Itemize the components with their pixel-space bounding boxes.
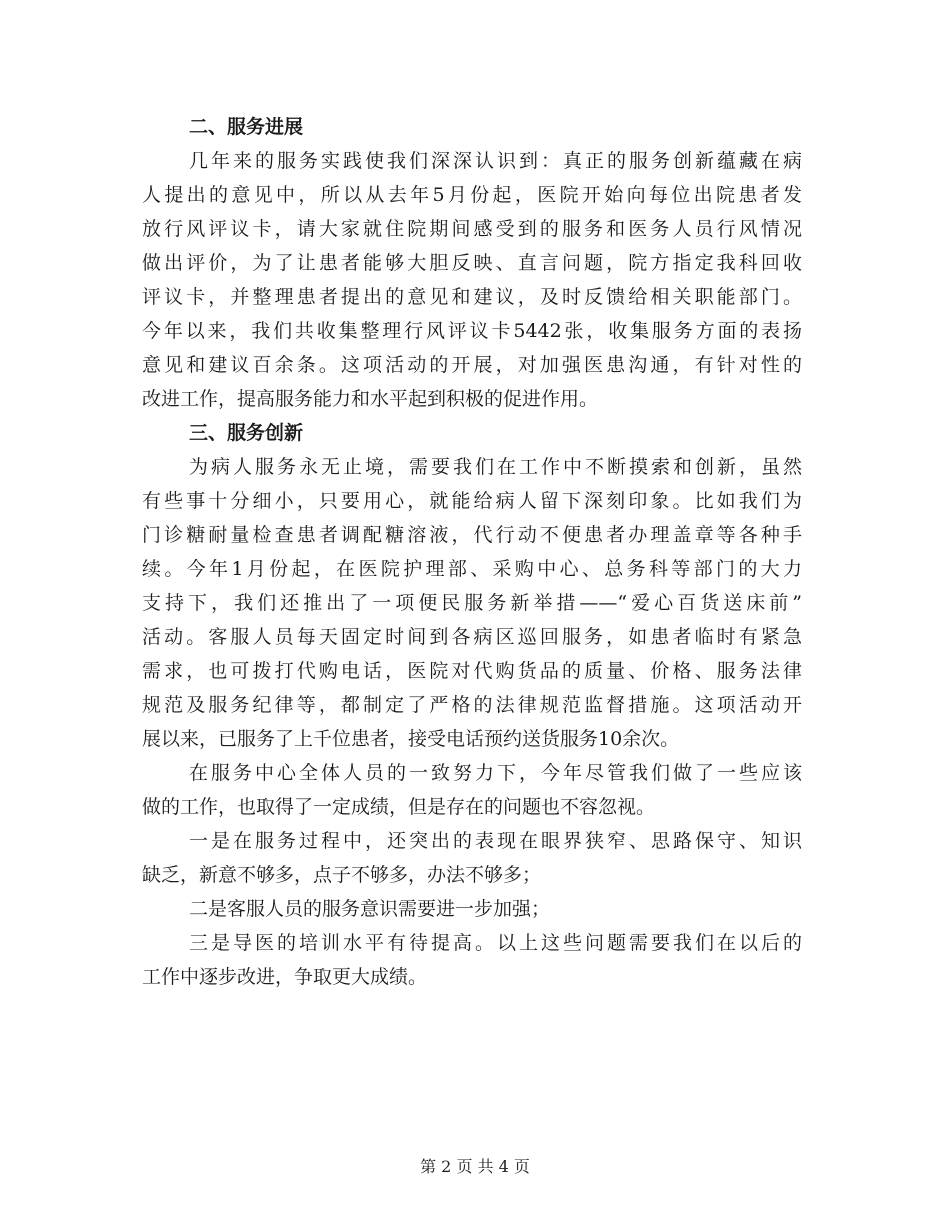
text-line: 做出评价，为了让患者能够大胆反映、直言问题，院方指定我科回收 xyxy=(142,252,802,274)
text-line: 展以来，已服务了上千位患者，接受电话预约送货服务10余次。 xyxy=(142,728,680,750)
text-line: 今年以来，我们共收集整理行风评议卡5442张，收集服务方面的表扬 xyxy=(142,320,802,342)
text-line: 续。今年1月份起，在医院护理部、采购中心、总务科等部门的大力 xyxy=(142,558,802,580)
text-line: 支持下，我们还推出了一项便民服务新举措——“爱心百货送床前” xyxy=(142,592,802,614)
text-line: 缺乏，新意不够多，点子不够多，办法不够多； xyxy=(142,864,542,886)
text-line: 三是导医的培训水平有待提高。以上这些问题需要我们在以后的 xyxy=(189,932,802,954)
paragraph-problems-intro xyxy=(142,756,802,824)
text-line: 评议卡，并整理患者提出的意见和建议，及时反馈给相关职能部门。 xyxy=(142,286,802,308)
paragraph-service-innovation xyxy=(142,450,802,756)
text-line: 几年来的服务实践使我们深深认识到：真正的服务创新蕴藏在病 xyxy=(189,150,802,172)
page-number-footer: 第 2 页 共 4 页 xyxy=(420,1157,530,1176)
paragraph-problem-three xyxy=(142,926,802,994)
text-line: 需求，也可拨打代购电话，医院对代购货品的质量、价格、服务法律 xyxy=(142,660,802,682)
paragraph-problem-two xyxy=(142,892,802,926)
text-line: 为病人服务永无止境，需要我们在工作中不断摸索和创新，虽然 xyxy=(189,456,802,478)
text-line: 门诊糖耐量检查患者调配糖溶液，代行动不便患者办理盖章等各种手 xyxy=(142,524,802,546)
text-line: 工作中逐步改进，争取更大成绩。 xyxy=(142,966,428,988)
text-line: 二是客服人员的服务意识需要进一步加强； xyxy=(189,898,551,920)
paragraph-problem-one xyxy=(142,824,802,892)
section-heading-service-innovation: 三、服务创新 xyxy=(189,422,304,444)
document-body xyxy=(142,110,802,994)
text-line: 在服务中心全体人员的一致努力下，今年尽管我们做了一些应该 xyxy=(189,762,802,784)
text-line: 规范及服务纪律等，都制定了严格的法律规范监督措施。这项活动开 xyxy=(142,694,802,716)
text-line: 一是在服务过程中，还突出的表现在眼界狭窄、思路保守、知识 xyxy=(189,830,802,852)
text-line: 人提出的意见中，所以从去年5月份起，医院开始向每位出院患者发 xyxy=(142,184,802,206)
text-line: 放行风评议卡，请大家就住院期间感受到的服务和医务人员行风情况 xyxy=(142,218,802,240)
paragraph-service-progress xyxy=(142,144,802,416)
section-heading-service-progress: 二、服务进展 xyxy=(189,116,304,138)
text-line: 做的工作，也取得了一定成绩，但是存在的问题也不容忽视。 xyxy=(142,796,656,818)
text-line: 有些事十分细小，只要用心，就能给病人留下深刻印象。比如我们为 xyxy=(142,490,802,512)
text-line: 改进工作，提高服务能力和水平起到积极的促进作用。 xyxy=(142,388,599,410)
text-line: 活动。客服人员每天固定时间到各病区巡回服务，如患者临时有紧急 xyxy=(142,626,802,648)
text-line: 意见和建议百余条。这项活动的开展，对加强医患沟通，有针对性的 xyxy=(142,354,802,376)
